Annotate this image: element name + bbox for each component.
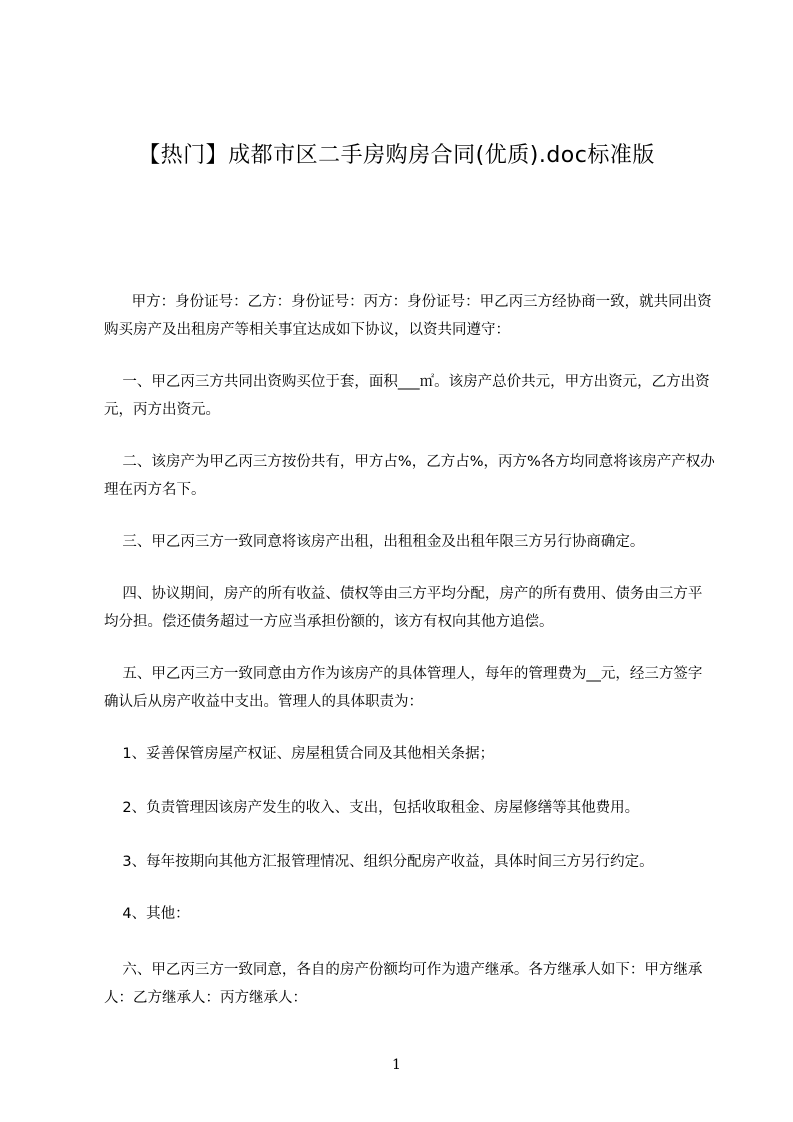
paragraph-article-2: 二、该房产为甲乙丙三方按份共有，甲方占%，乙方占%，丙方%各方均同意将该房产产权办理在丙方名下。	[104, 454, 715, 498]
paragraph-duty-3: 3、每年按期向其他方汇报管理情况、组织分配房产收益，具体时间三方另行约定。	[104, 854, 654, 870]
paragraph-article-1: 一、甲乙丙三方共同出资购买位于套，面积___㎡。该房产总价共元，甲方出资元，乙方出资元，丙方出资元。	[104, 374, 710, 418]
paragraph-article-6: 六、甲乙丙三方一致同意，各自的房产份额均可作为遗产继承。各方继承人如下：甲方继承人：乙方继承人：丙方继承人：	[104, 962, 703, 1006]
paragraph-article-4: 四、协议期间，房产的所有收益、债权等由三方平均分配，房产的所有费用、债务由三方平均分担。偿还债务超过一方应当承担份额的，该方有权向其他方追偿。	[104, 586, 703, 630]
paragraph-parties: 甲方：身份证号：乙方：身份证号：丙方：身份证号：甲乙丙三方经协商一致，就共同出资购买房产及出租房产等相关事宜达成如下协议，以资共同遵守：	[104, 294, 712, 338]
paragraph-article-3: 三、甲乙丙三方一致同意将该房产出租，出租租金及出租年限三方另行协商确定。	[104, 534, 645, 550]
page-number: 1	[392, 1057, 401, 1073]
paragraph-duty-4: 4、其他：	[104, 906, 190, 922]
paragraph-duty-1: 1、妥善保管房屋产权证、房屋租赁合同及其他相关条据；	[104, 746, 495, 762]
paragraph-duty-2: 2、负责管理因该房产发生的收入、支出，包括收取租金、房屋修缮等其他费用。	[104, 800, 640, 816]
document-title: 【热门】成都市区二手房购房合同(优质).doc标准版	[138, 143, 655, 168]
paragraph-article-5: 五、甲乙丙三方一致同意由方作为该房产的具体管理人，每年的管理费为__元，经三方签字确认后从房产收益中支出。管理人的具体职责为：	[104, 666, 703, 710]
